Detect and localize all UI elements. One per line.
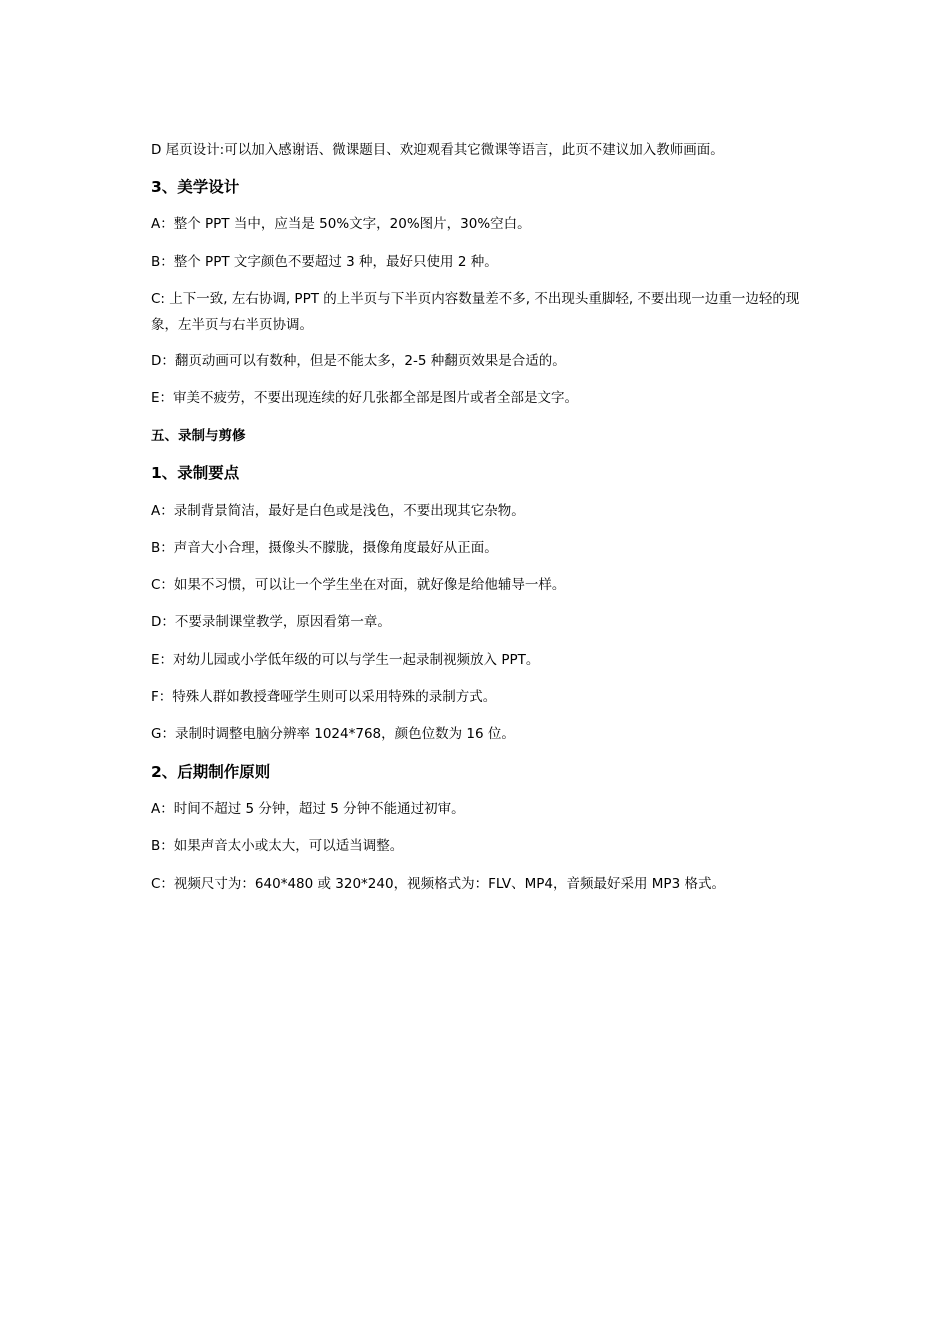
paragraph-recording-a: A：录制背景简洁，最好是白色或是浅色，不要出现其它杂物。 (151, 503, 525, 519)
paragraph-recording-g: G：录制时调整电脑分辨率 1024*768，颜色位数为 16 位。 (151, 726, 515, 742)
paragraph-post-a: A：时间不超过 5 分钟，超过 5 分钟不能通过初审。 (151, 801, 465, 817)
paragraph-post-c: C：视频尺寸为：640*480 或 320*240，视频格式为：FLV、MP4，音频最好采用 MP3 格式。 (151, 876, 725, 892)
paragraph-recording-d: D：不要录制课堂教学，原因看第一章。 (151, 614, 391, 630)
paragraph-aesthetic-e: E：审美不疲劳，不要出现连续的好几张都全部是图片或者全部是文字。 (151, 390, 579, 406)
heading-recording-editing: 五、录制与剪修 (151, 428, 246, 444)
heading-post-production: 2、后期制作原则 (151, 763, 271, 781)
paragraph-recording-b: B：声音大小合理，摄像头不朦胧，摄像角度最好从正面。 (151, 540, 498, 556)
paragraph-aesthetic-b: B：整个 PPT 文字颜色不要超过 3 种，最好只使用 2 种。 (151, 254, 498, 270)
paragraph-post-b: B：如果声音太小或太大，可以适当调整。 (151, 838, 404, 854)
heading-aesthetic-design: 3、美学设计 (151, 178, 240, 196)
paragraph-aesthetic-c: C: 上下一致, 左右协调, PPT 的上半页与下半页内容数量差不多, 不出现头重脚轻, 不要出现一边重一边轻的现象，左半页与右半页协调。 (151, 291, 800, 333)
paragraph-recording-c: C：如果不习惯，可以让一个学生坐在对面，就好像是给他辅导一样。 (151, 577, 566, 593)
paragraph-recording-f: F：特殊人群如教授聋哑学生则可以采用特殊的录制方式。 (151, 689, 497, 705)
paragraph-recording-e: E：对幼儿园或小学低年级的可以与学生一起录制视频放入 PPT。 (151, 652, 540, 668)
paragraph-aesthetic-d: D：翻页动画可以有数种，但是不能太多，2-5 种翻页效果是合适的。 (151, 353, 566, 369)
paragraph-end-page-design: D 尾页设计:可以加入感谢语、微课题目、欢迎观看其它微课等语言，此页不建议加入教师画面。 (151, 142, 724, 158)
heading-recording-points: 1、录制要点 (151, 464, 240, 482)
paragraph-aesthetic-a: A：整个 PPT 当中，应当是 50%文字，20%图片，30%空白。 (151, 216, 531, 232)
